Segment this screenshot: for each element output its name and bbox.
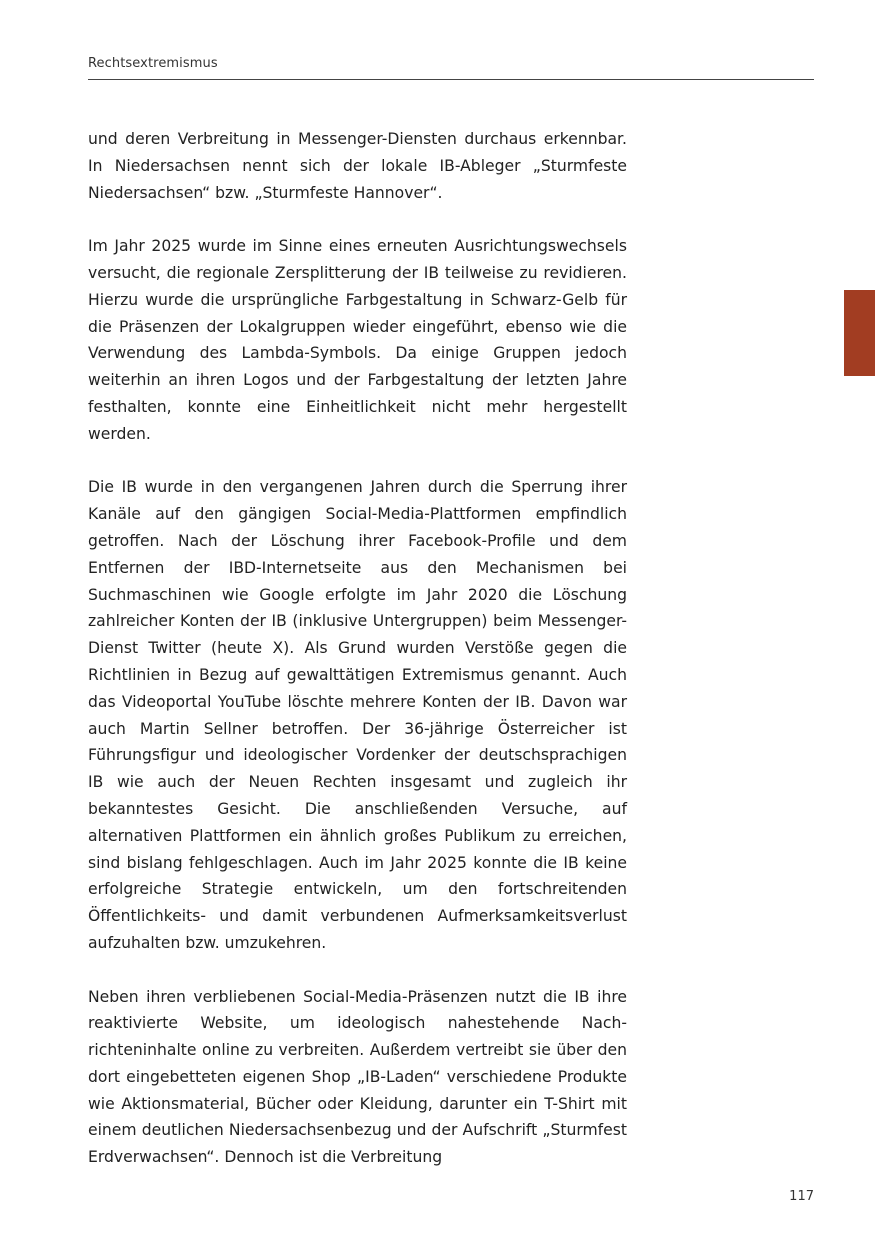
chapter-marker-tab <box>844 290 875 376</box>
header-rule <box>88 79 814 80</box>
paragraph: Die IB wurde in den vergangenen Jahren durch die Sperrung ihrer Kanäle auf den gängigen Social-Media-Plattformen empfindlich getroffen. Nach der Löschung ihrer Facebook-Profile und dem Entfernen der IBD-Internetseite aus den Mechanismen bei Suchmaschinen wie Google erfolgte im Jahr 2020 die Löschung zahlreicher Konten der IB (inklusive Untergruppen) beim Messenger-Dienst Twitter (heute X). Als Grund wurden Verstöße gegen die Richtlinien in Bezug auf gewalttätigen Extremismus genannt. Auch das Videoportal YouTube löschte mehrere Konten der IB. Davon war auch Martin Sellner betroffen. Der 36-jährige Österreicher ist Führungsfigur und ideologischer Vordenker der deutschsprachigen IB wie auch der Neuen Rechten insgesamt und zugleich ihr bekanntestes Gesicht. Die anschließenden Versuche, auf alternativen Plattformen ein ähnlich großes Publikum zu erreichen, sind bislang fehlgeschlagen. Auch im Jahr 2025 konnte die IB keine erfolgreiche Strategie entwickeln, um den fortschreitenden Öffentlichkeits- und damit verbundenen Aufmerksamkeitsverlust aufzuhalten bzw. umzukehren. <box>88 478 627 952</box>
paragraph: Im Jahr 2025 wurde im Sinne eines erneuten Ausrichtungswechsels versucht, die regionale Zersplitterung der IB teilweise zu revidieren. Hierzu wurde die ursprüngliche Farbgestaltung in Schwarz-Gelb für die Präsenzen der Lokalgruppen wieder eingeführt, ebenso wie die Verwendung des Lambda-Symbols. Da einige Gruppen jedoch weiterhin an ihren Logos und der Farbgestaltung der letzten Jahre festhalten, konnte eine Einheitlichkeit nicht mehr hergestellt werden. <box>88 237 627 443</box>
page-number: 117 <box>789 1189 814 1204</box>
paragraph: Neben ihren verbliebenen Social-Media-Präsenzen nutzt die IB ihre reaktivierte Website, um ideologisch nahestehende Nachrichteninhalte online zu verbreiten. Außerdem vertreibt sie über den dort eingebetteten eigenen Shop „IB-Laden“ verschiedene Produkte wie Aktionsmaterial, Bücher oder Kleidung, darunter ein T-Shirt mit einem deutlichen Niedersachsenbezug und der Aufschrift „Sturmfest Erdverwachsen“. Dennoch ist die Verbreitung <box>88 987 627 1167</box>
running-header: Rechtsextremismus <box>88 56 218 71</box>
body-text <box>88 126 627 1198</box>
paragraph: und deren Verbreitung in Messenger-Diensten durchaus erkennbar. In Niedersachsen nennt sich der lokale IB-Ableger „Sturmfeste Niedersachsen“ bzw. „Sturmfeste Hannover“. <box>88 130 627 202</box>
